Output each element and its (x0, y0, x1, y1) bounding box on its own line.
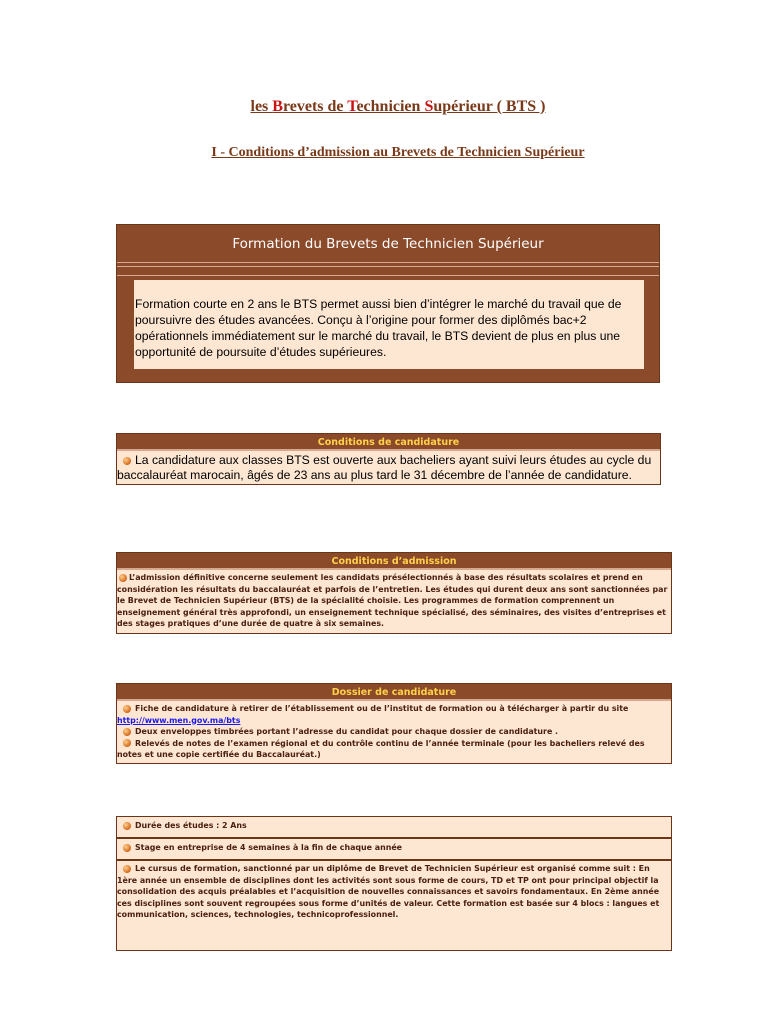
duree-line (117, 817, 671, 832)
stage-row (116, 838, 672, 860)
list-item (117, 703, 668, 726)
dossier-item-text: Deux enveloppes timbrées portant l’adresse du candidat pour chaque dossier de candidature . (135, 727, 559, 736)
duree-row (116, 816, 672, 838)
dossier-item-text: Relevés de notes de l’examen régional et du contrôle continu de l’année terminale (pour les bacheliers relevé des notes et une copie certifiée du Baccalauréat.) (117, 738, 645, 759)
candidature-text (117, 451, 660, 484)
dossier-list (117, 701, 671, 763)
orange-bullet-icon (119, 574, 127, 582)
admission-heading: Conditions d’admission (117, 553, 671, 570)
formation-text: Formation courte en 2 ans le BTS permet aussi bien d’intégrer le marché du travail que de poursuivre des études avancées. Conçu à l’origine pour former des diplômés bac+2 opérationnels immédiatement sur le marché du travail, le BTS devient de plus en plus une opportunité de poursuite d’études supérieures. (134, 280, 644, 369)
cursus-line (117, 861, 671, 921)
title-part: echnicien (356, 98, 425, 115)
page-title (0, 98, 768, 116)
title-part: revets de (282, 98, 348, 115)
admission-body: L’admission définitive concerne seulement les candidats présélectionnés à base des résultats scolaires et prend en considération les résultats du baccalauréat et parfois de l’entretien. Les études qui durent deux ans sont sanctionnées par le Brevet de Technicien Supérieur (BTS) de la spécialité choisie. Les programmes de formation comprennent un enseignement général très approfondi, un enseignement technique spécialisé, des séminaires, des visites d’entreprises et des stages pratiques d’une durée de quatre à six semaines. (117, 573, 668, 628)
men-site-link[interactable]: http://www.men.gov.ma/bts (117, 715, 241, 725)
dossier-item-text: Fiche de candidature à retirer de l’établissement ou de l’institut de formation ou à télécharger à partir du site (135, 704, 629, 713)
orange-bullet-icon (123, 822, 131, 830)
title-part: upérieur ( BTS ) (433, 98, 546, 115)
divider (117, 275, 659, 276)
orange-bullet-icon (123, 865, 131, 873)
divider (117, 266, 659, 267)
admission-text (117, 570, 671, 633)
formation-box (116, 224, 660, 383)
title-cap-s: S (424, 98, 434, 115)
orange-bullet-icon (123, 728, 131, 736)
title-cap-t: T (347, 98, 357, 115)
title-cap-b: B (272, 98, 283, 115)
list-item (117, 738, 668, 761)
duree-text: Durée des études : 2 Ans (135, 821, 247, 830)
orange-bullet-icon (123, 457, 131, 465)
dossier-panel (116, 683, 672, 764)
orange-bullet-icon (123, 705, 131, 713)
admission-panel (116, 552, 672, 634)
orange-bullet-icon (123, 844, 131, 852)
stage-text: Stage en entreprise de 4 semaines à la fin de chaque année (135, 843, 403, 852)
stage-line (117, 839, 671, 854)
candidature-panel (116, 433, 661, 485)
dossier-heading: Dossier de candidature (117, 684, 671, 701)
candidature-heading: Conditions de candidature (117, 434, 660, 451)
formation-heading: Formation du Brevets de Technicien Supérieur (117, 225, 659, 263)
section-heading: I - Conditions d’admission au Brevets de Technicien Supérieur (211, 145, 585, 160)
title-part: les (250, 98, 273, 115)
candidature-body: La candidature aux classes BTS est ouverte aux bacheliers ayant suivi leurs études au cycle du baccalauréat marocain, âgés de 23 ans au plus tard le 31 décembre de l’année de candidature. (117, 453, 652, 482)
list-item (117, 726, 668, 738)
cursus-text: Le cursus de formation, sanctionné par un diplôme de Brevet de Technicien Supérieur est organisé comme suit : En 1ère année un ensemble de disciplines dont les activités sont sous forme de cours, TD et TP ont pour principal objectif la consolidation des acquis préalables et l’acquisition de nouvelles connaissances et savoirs fondamentaux. En 2ème année ces disciplines sont souvent regroupées sous forme d’unités de valeur. Cette formation est basée sur 4 blocs : langues et communication, sciences, technologies, technicoprofessionnel. (117, 864, 660, 919)
orange-bullet-icon (123, 739, 131, 747)
cursus-row (116, 860, 672, 951)
